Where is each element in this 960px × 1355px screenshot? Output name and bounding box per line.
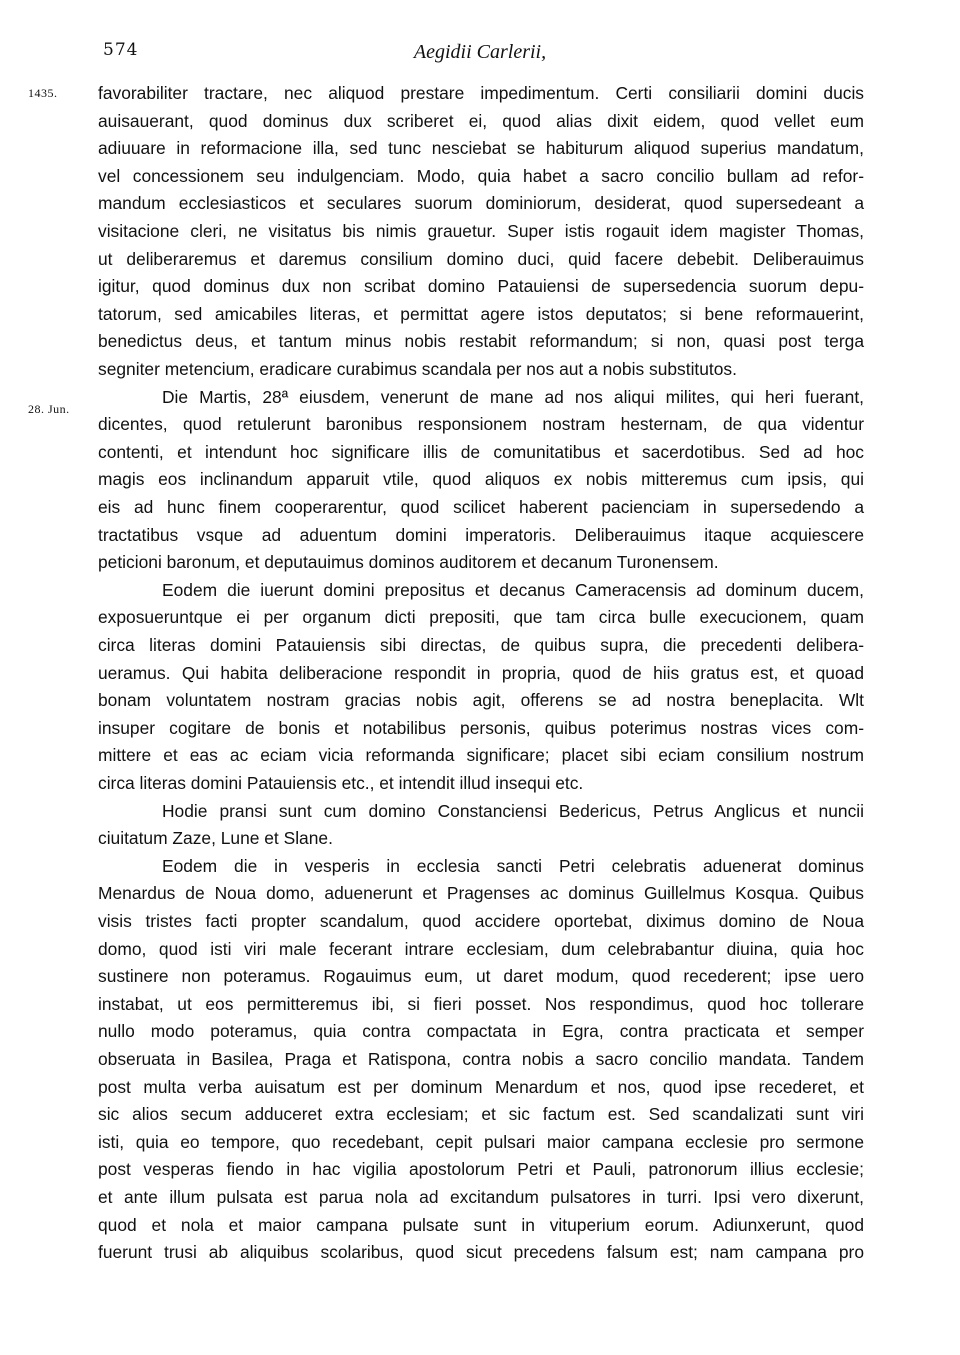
text-line: favorabiliter tractare, nec aliquod prestare impedimentum. Certi consiliarii domini ducis — [98, 83, 864, 103]
text-line: Hodie pransi sunt cum domino Constanciensi Bedericus, Petrus Anglicus et nuncii — [162, 800, 864, 821]
text-line: isti, quia eo tempore, quo recedebant, cepit pulsari maior campana ecclesie pro sermone — [98, 1131, 864, 1152]
text-line: bonam voluntatem nostram gracias nobis agit, offerens se ad nostra beneplacita. Wlt — [98, 690, 864, 711]
text-line: auisauerant, quod dominus dux scriberet ei, quod alias dixit eidem, quod vellet eum — [98, 110, 864, 131]
text-line: tatorum, sed amicabiles literas, et permittat agere istos deputatos; si bene reformauerint, — [98, 303, 864, 324]
text-line: mittere et eas ac eciam vicia reformanda significare; placet sibi eciam consilium nostrum — [98, 745, 864, 766]
text-line: nullo modo poteramus, quia contra compactata in Egra, contra practicata et semper — [98, 1021, 864, 1042]
text-line: benedictus deus, et tantum minus nobis restabit reformandum; si non, quasi post terga — [98, 331, 864, 352]
text-line: magis eos inclinandum apparuit vtile, quod aliquos ex nobis mitteremus cum ipsis, qui — [98, 469, 864, 490]
text-line: domo, quod isti viri male fecerant intrare ecclesiam, dum celebrabantur diuina, quia hoc — [98, 938, 864, 959]
margin-year: 1435. — [28, 86, 58, 100]
text-line: sustinere non poteramus. Rogauimus eum, ut daret modum, quod recederent; ipse uero — [98, 966, 864, 987]
running-title: Aegidii Carlerii, — [413, 41, 547, 63]
text-line: sic alios secum adduceret extra ecclesiam; et sic factum est. Sed scandalizati sunt viri — [98, 1104, 864, 1125]
text-line: fuerunt trusi ab aliquibus scolaribus, quod sicut precedens falsum est; nam campana pro — [98, 1242, 864, 1263]
text-line: ciuitatum Zaze, Lune et Slane. — [98, 828, 333, 849]
text-line: segniter metencium, eradicare curabimus scandala per nos aut a nobis substitutos. — [98, 359, 737, 379]
text-line: eis ad hunc finem cooperarentur, quod scilicet haberent pacienciam in supersedendo a — [98, 497, 864, 517]
text-line: Menardus de Noua domo, aduenerunt et Pragenses ac dominus Guillelmus Kosqua. Quibus — [98, 883, 864, 904]
text-line: Die Martis, 28ª eiusdem, venerunt de mane ad nos aliqui milites, qui heri fuerant, — [162, 386, 864, 407]
text-line: et ante illum pulsata est parua nola ad excitandum pulsatores in turri. Ipsi vero dixerunt, — [98, 1187, 864, 1207]
text-line: instabat, ut eos permitteremus ibi, si fieri posset. Nos respondimus, quod hoc tollerare — [98, 993, 864, 1014]
text-line: vel concessionem seu indulgenciam. Modo, quia habet a sacro concilio bullam ad refor- — [98, 165, 864, 186]
text-line: circa literas domini Patauiensis etc., et intendit illud insequi etc. — [98, 773, 584, 793]
text-line: insuper cogitare de bonis et notabilibus personis, quibus poterimus nostras vices com- — [98, 717, 864, 738]
text-line: ueramus. Qui habita deliberacione respondit in propria, quod de hiis gratus est, et quoad — [98, 662, 864, 683]
text-line: visitacione cleri, ne visitatus bis nimis grauetur. Super istis rogauit idem magister Thomas, — [98, 221, 864, 241]
margin-date: 28. Jun. — [28, 402, 70, 416]
text-line: tractatibus vsque ad aduentum domini imperatoris. Deliberauimus itaque acquiescere — [98, 524, 864, 545]
text-line: Eodem die iuerunt domini prepositus et decanus Cameracensis ad dominum ducem, — [162, 579, 864, 600]
text-line: dicentes, quod retulerunt baronibus responsionem nostram hesternam, de qua videntur — [98, 414, 864, 435]
text-line: contenti, et intendunt hoc significare illis de comunitatibus et sacerdotibus. Sed ad hoc — [98, 441, 864, 462]
text-line: exposueruntque ei per organum dicti prepositi, que tam circa bulle execucionem, quam — [98, 607, 864, 628]
text-line: peticioni baronum, et deputauimus dominos auditorem et decanum Turonensem. — [98, 552, 719, 573]
text-line: Eodem die in vesperis in ecclesia sancti Petri celebratis aduenerat dominus — [162, 855, 864, 876]
text-line: ut deliberaremus et daremus consilium domino duci, quid facere debebit. Deliberauimus — [98, 248, 864, 269]
text-line: post multa verba auisatum est per dominum Menardum et nos, quod ipse recederet, et — [98, 1076, 864, 1097]
text-line: post vesperas fiendo in hac vigilia apostolorum Petri et Pauli, patronorum illius ecclesie; — [98, 1159, 864, 1180]
text-line: adiuuare in reformacione illa, sed tunc nesciebat se habiturum aliquod superius mandatum, — [98, 138, 864, 159]
text-line: visis tristes facti propter scandalum, quod accidere oportebat, diximus domino de Noua — [98, 911, 864, 931]
text-line: mandum ecclesiasticos et seculares suorum dominiorum, desiderat, quod supersedeant a — [98, 193, 864, 214]
text-line: quod et nola et maior campana pulsate sunt in vituperium eorum. Adiunxerunt, quod — [98, 1214, 864, 1235]
text-line: igitur, quod dominus dux non scribat domino Patauiensi de supersedencia suorum depu- — [98, 276, 864, 297]
page-number: 574 — [103, 40, 139, 60]
text-line: obseruata in Basilea, Praga et Ratispona, contra nobis a sacro concilio mandata. Tandem — [98, 1049, 864, 1069]
text-line: circa literas domini Patauiensis sibi directas, de quibus supra, die precedenti delibera- — [98, 635, 864, 655]
